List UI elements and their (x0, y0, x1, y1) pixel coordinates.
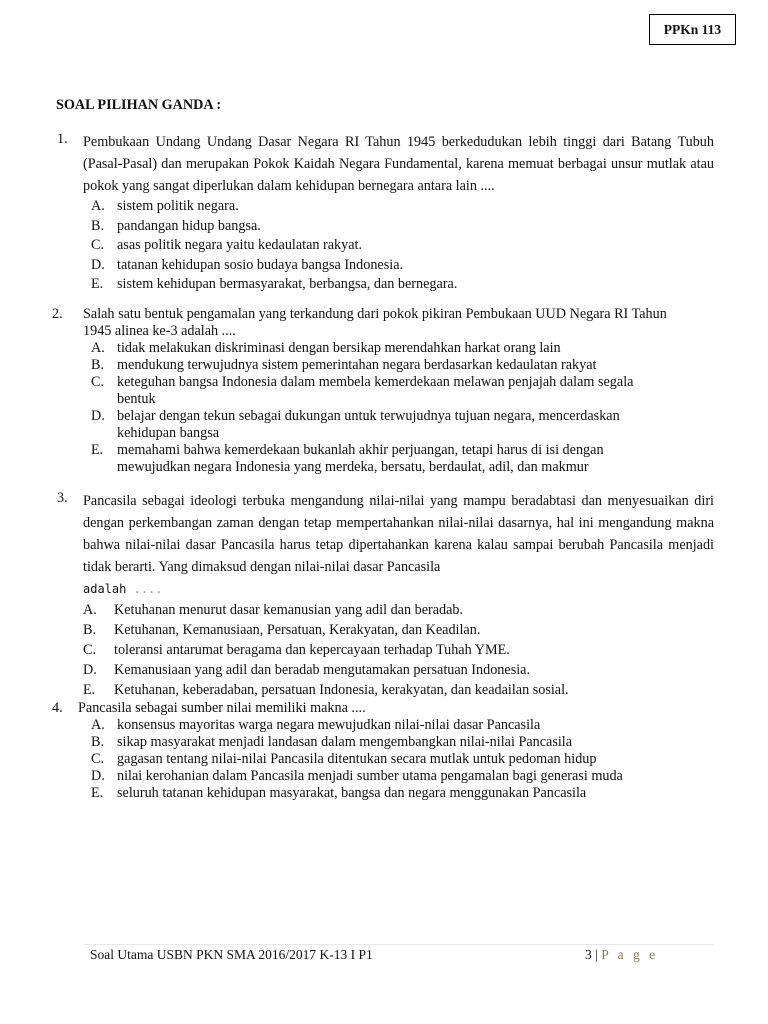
option-a: A. sistem politik negara. (91, 198, 239, 214)
question-number: 4. (52, 700, 63, 716)
question-stem: Salah satu bentuk pengamalan yang terkandung dari pokok pikiran Pembukaan UUD Negara RI Tahun 1945 alinea ke-3 adalah .... (83, 306, 667, 339)
footer-divider (84, 944, 714, 945)
option-b: B. sikap masyarakat menjadi landasan dalam mengembangkan nilai-nilai Pancasila (91, 734, 573, 750)
question-number: 2. (52, 306, 63, 322)
page-separator: | (595, 947, 598, 962)
question-2 (52, 306, 672, 476)
option-d: D. Kemanusiaan yang adil dan beradab mengutamakan persatuan Indonesia. (83, 662, 531, 678)
question-number: 1. (57, 131, 68, 147)
option-e: E. Ketuhanan, keberadaban, persatuan Indonesia, kerakyatan, dan keadailan sosial. (83, 682, 569, 698)
option-c: C. gagasan tentang nilai-nilai Pancasila ditentukan secara mutlak untuk pedoman hidup (91, 751, 597, 767)
question-3 (52, 490, 714, 700)
option-c: C. asas politik negara yaitu kedaulatan rakyat. (91, 237, 363, 253)
option-list (83, 600, 714, 700)
option-list (83, 197, 714, 295)
option-b: B. mendukung terwujudnya sistem pemerintahan negara berdasarkan kedaulatan rakyat (91, 357, 597, 373)
option-b: B. Ketuhanan, Kemanusiaan, Persatuan, Kerakyatan, dan Keadilan. (83, 622, 481, 638)
footer-title: Soal Utama USBN PKN SMA 2016/2017 K-13 I P1 (90, 947, 373, 962)
option-d: D. nilai kerohanian dalam Pancasila menjadi sumber utama pengamalan bagi generasi muda (91, 768, 623, 784)
subject-code: PPKn 113 (663, 21, 722, 37)
page-indicator (585, 947, 658, 963)
question-stem: Pancasila sebagai ideologi terbuka mengandung nilai-nilai yang mampu beradabtasi dan menyesuaikan diri dengan perkembangan zaman dengan tetap mempertahankan nilai-nilai dasarnya, hal ini mengandung makna bahwa nilai-nilai dasar Pancasila harus tetap dipertahankan karena kalau sampai berubah Pancasila menjadi tidak berarti. Yang dimaksud dengan nilai-nilai dasar Pancasila adalah .... (83, 493, 714, 596)
question-4 (52, 700, 714, 802)
page-label: P a g e (601, 947, 659, 962)
option-a: A. konsensus mayoritas warga negara mewujudkan nilai-nilai dasar Pancasila (91, 717, 541, 733)
question-stem: Pembukaan Undang Undang Dasar Negara RI Tahun 1945 berkedudukan lebih tinggi dari Batang Tubuh (Pasal-Pasal) dan merupakan Pokok Kaidah Negara Fundamental, karena memuat berbagai unsur mutlak atau pokok yang sangat diperlukan dalam kehidupan bernegara antara lain .... (83, 134, 714, 194)
subject-code-box (649, 14, 736, 45)
question-1 (52, 131, 714, 295)
option-d: D. tatanan kehidupan sosio budaya bangsa Indonesia. (91, 256, 404, 273)
option-a: A. Ketuhanan menurut dasar kemanusian yang adil dan beradab. (83, 602, 464, 618)
option-e: E. seluruh tatanan kehidupan masyarakat, bangsa dan negara menggunakan Pancasila (91, 785, 587, 801)
option-a: A. tidak melakukan diskriminasi dengan bersikap merendahkan harkat orang lain (91, 340, 561, 356)
option-c: C. toleransi antarumat beragama dan kepercayaan terhadap Tuhah YME. (83, 642, 510, 658)
question-stem: Pancasila sebagai sumber nilai memiliki makna .... (78, 700, 366, 716)
option-d: D. belajar dengan tekun sebagai dukungan untuk terwujudnya tujuan negara, mencerdaskan kehidupan bangsa (91, 408, 620, 441)
option-c: C. keteguhan bangsa Indonesia dalam membela kemerdekaan melawan penjajah dalam segala bentuk (91, 374, 634, 407)
question-number: 3. (57, 490, 68, 506)
option-e: E. sistem kehidupan bermasyarakat, berbangsa, dan bernegara. (91, 276, 458, 292)
option-e: E. memahami bahwa kemerdekaan bukanlah akhir perjuangan, tetapi harus di isi dengan mewujudkan negara Indonesia yang merdeka, bersatu, berdaulat, adil, dan makmur (91, 442, 604, 475)
page-number: 3 (585, 947, 592, 962)
section-title: SOAL PILIHAN GANDA : (56, 97, 222, 113)
option-b: B. pandangan hidup bangsa. (91, 217, 261, 234)
option-list (83, 340, 672, 476)
option-list (83, 717, 714, 802)
